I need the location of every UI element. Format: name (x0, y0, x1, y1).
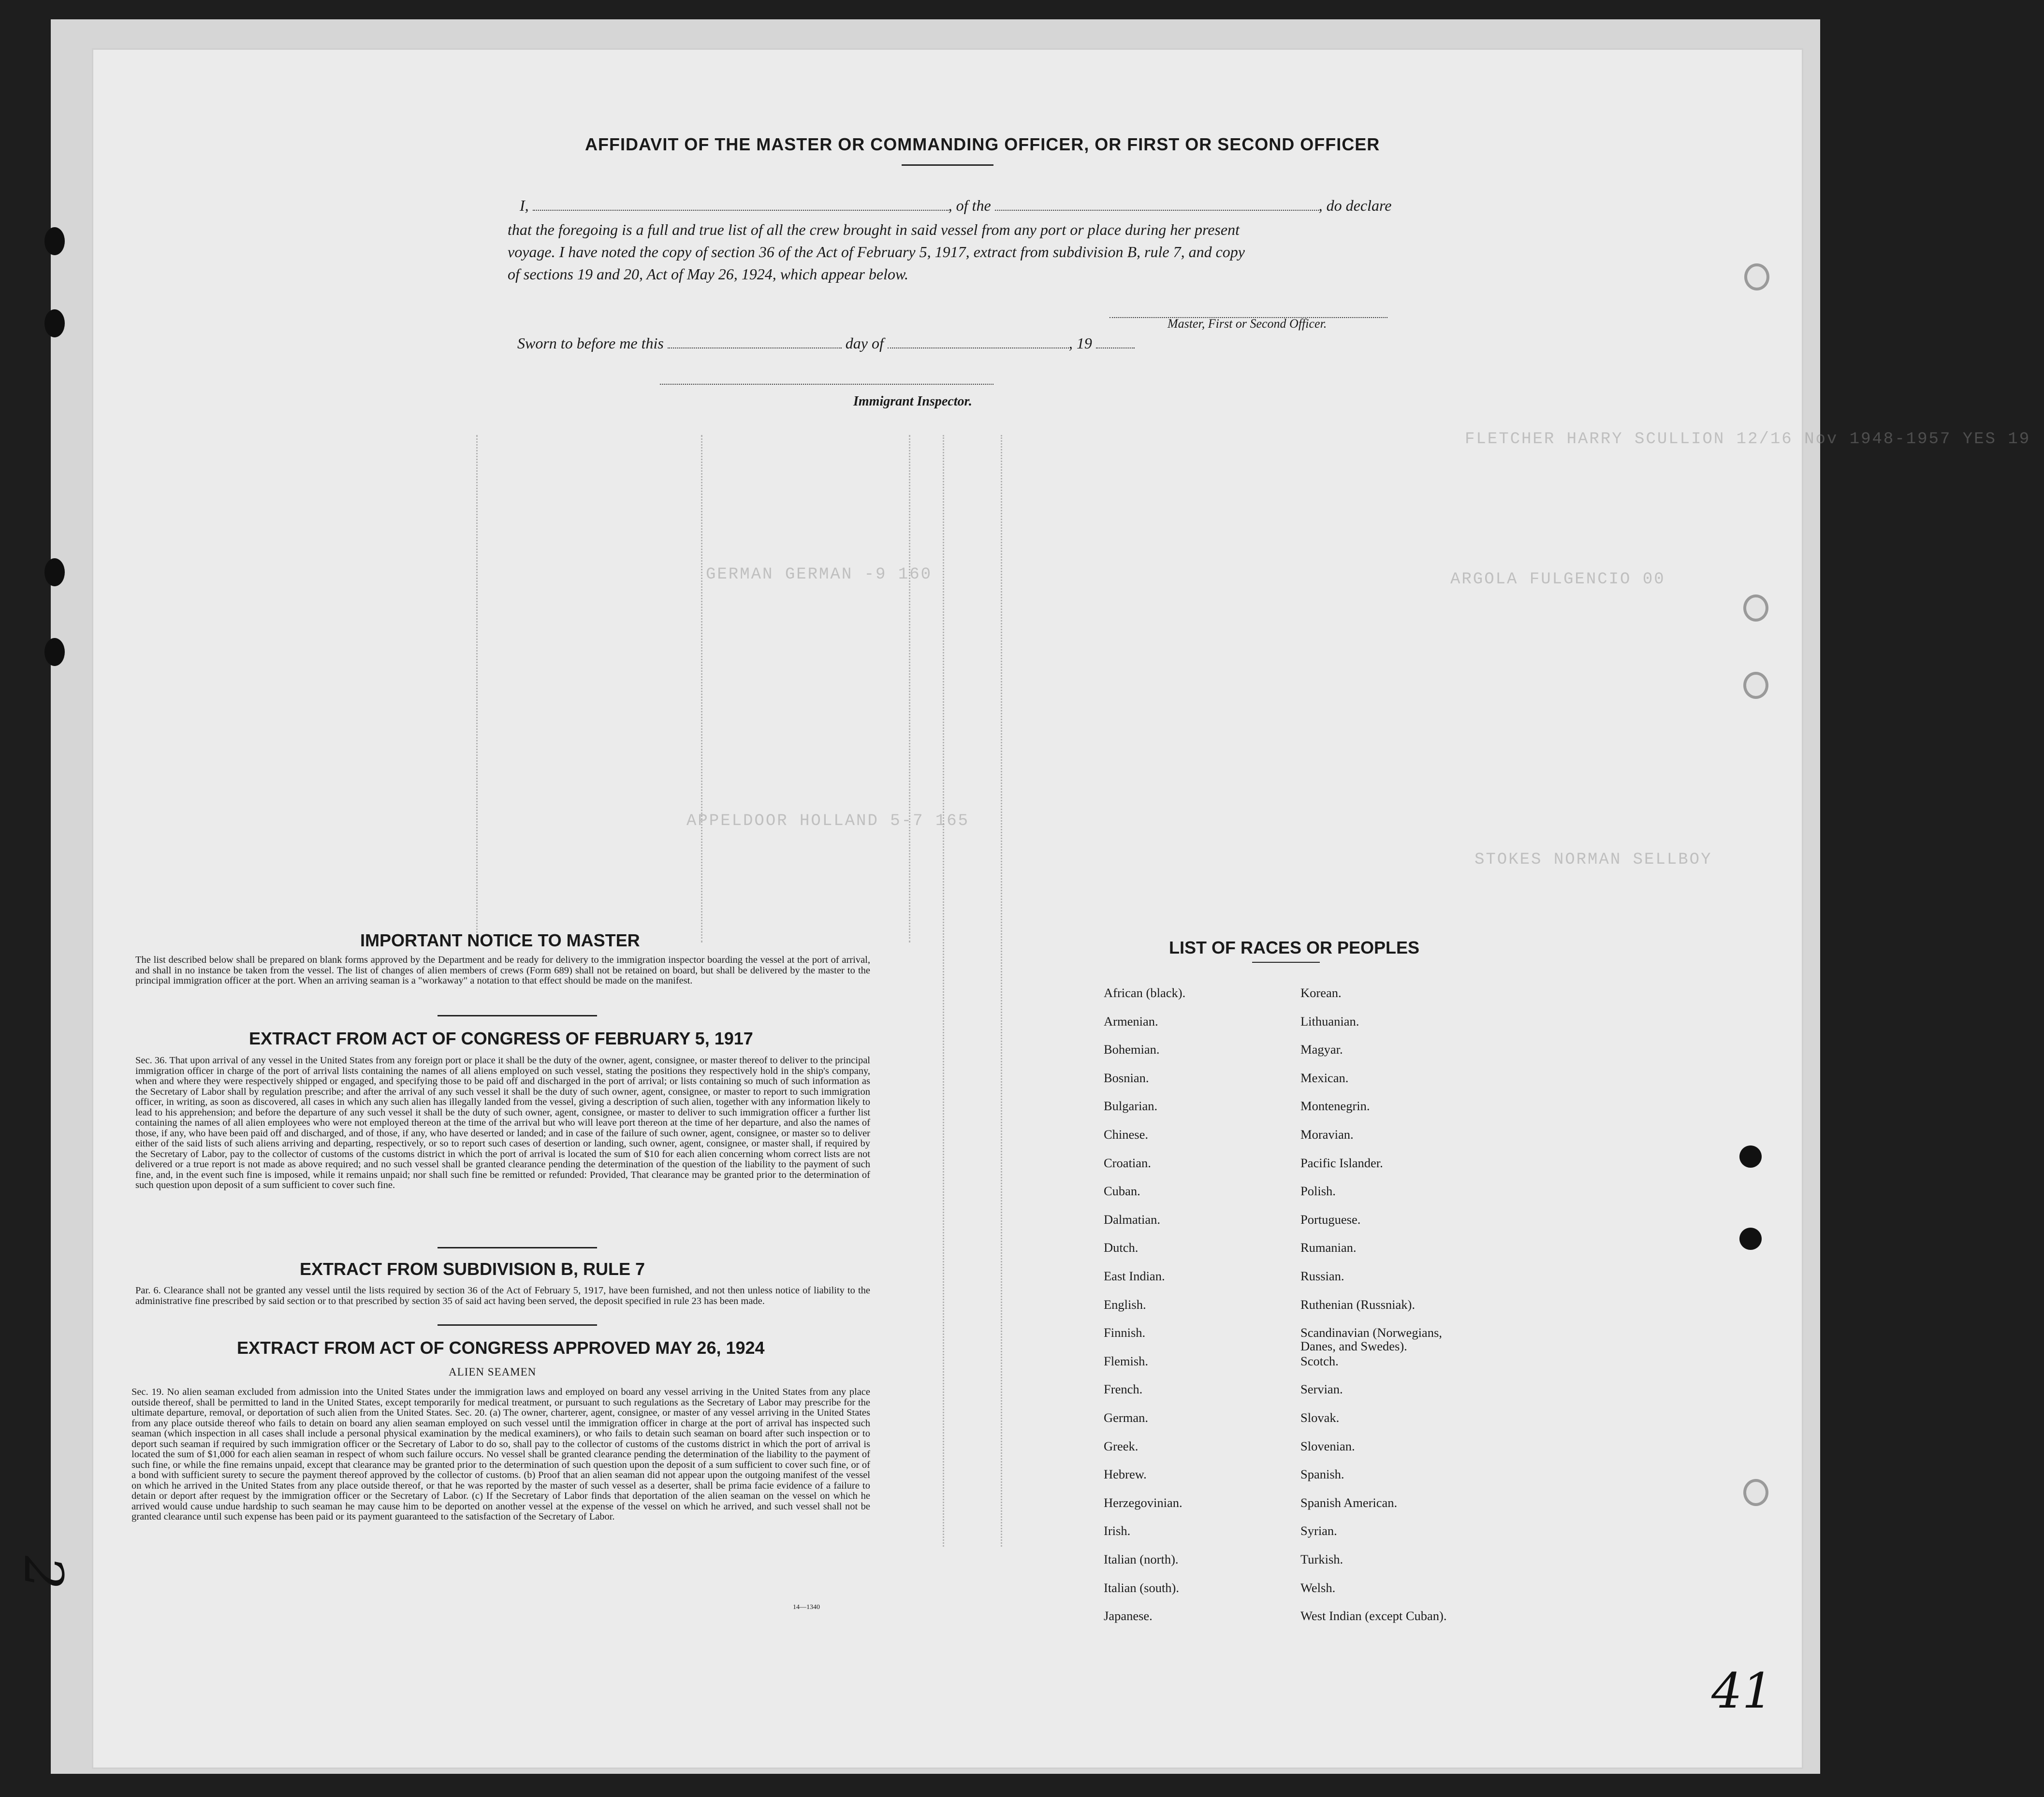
name-blank[interactable] (533, 198, 949, 211)
race-item: Italian (north). (1104, 1552, 1179, 1566)
binder-hole (44, 309, 65, 337)
bleed-through-rule (701, 435, 702, 942)
extract-1917-text: Sec. 36. That upon arrival of any vessel in the United States from any foreign port or place it shall be the duty of the owner, agent, consignee, or master thereof to deliver to the principal immigration officer in charge of the port of arrival lists containing the names of all aliens employed on such vessel, stating the positions they respectively hold in the ship's company, when and where they were respectively shipped or engaged, and specifying those to be paid off and discharged in the port of arrival; or lists containing so much of such information as the Secretary of Labor shall by regulation prescribe; and after the arrival of any such vessel it shall be the duty of such owner, agent, consignee, or master to report to such immigration officer, in writing, as soon as discovered, all cases in which any such alien has illegally landed from the vessel, giving a description of such alien, together with any information likely to lead to his apprehension; and before the departure of any such vessel it shall be the duty of such owner, agent, consignee, or master to deliver to such immigration officer a further list containing the names of all alien employees who were not employed thereon at the time of the arrival but who will leave port thereon at the time of her departure, and also the names of those, if any, who have been paid off and discharged, and of those, if any, who have deserted or landed; and in case of the failure of such owner, agent, consignee, or master so to deliver either of the said lists of such aliens arriving and departing, respectively, or so to report such cases of desertion or landing, such owner, agent, consignee, or master shall, if required by the Secretary of Labor, pay to the collector of customs of the customs district in which the port of arrival is located the sum of $10 for each alien concerning whom correct lists are not delivered or a true report is not made as above required; and no such vessel shall be granted clearance pending the determination of the question of the liability to the payment of such fine, and, in the event such fine is imposed, while it remains unpaid; nor shall such fine be remitted or refunded: Provided, That clearance may be granted prior to the determination of such question upon deposit of a sum sufficient to cover such fine. (135, 1055, 870, 1190)
section-rule (438, 1015, 597, 1016)
race-item: Flemish. (1104, 1353, 1149, 1368)
bleed-through-text: GERMAN GERMAN -9 160 (706, 565, 933, 584)
race-item: Italian (south). (1104, 1580, 1180, 1595)
race-item: Herzegovinian. (1104, 1495, 1183, 1510)
bleed-through-text: STOKES NORMAN SELLBOY (1475, 851, 1712, 869)
races-title: LIST OF RACES OR PEOPLES (1169, 938, 1420, 957)
margin-handwriting: 2 (13, 1556, 74, 1590)
race-item: Portuguese. (1300, 1212, 1361, 1227)
bleed-through-text: ARGOLA FULGENCIO 00 (1450, 570, 1665, 589)
of-the-label: , of the (948, 197, 991, 214)
race-item: Dutch. (1104, 1240, 1139, 1255)
bleed-through-rule (909, 435, 910, 942)
race-item: Chinese. (1104, 1127, 1148, 1142)
punch-hole (1743, 672, 1768, 699)
inspector-label: Immigrant Inspector. (853, 394, 972, 409)
inspector-signature-line[interactable] (660, 372, 993, 385)
race-item: Japanese. (1104, 1609, 1153, 1623)
extract-1924-title: EXTRACT FROM ACT OF CONGRESS APPROVED MAY 26, 1924 (237, 1338, 765, 1358)
extract-rule7-title: EXTRACT FROM SUBDIVISION B, RULE 7 (300, 1259, 645, 1279)
race-item: Magyar. (1300, 1042, 1343, 1057)
race-item: African (black). (1104, 985, 1186, 1000)
declaration-line-2: that the foregoing is a full and true list of all the crew brought in said vessel from any port or place during her present (508, 221, 1240, 238)
section-rule (438, 1247, 597, 1248)
race-item: Hebrew. (1104, 1467, 1147, 1482)
race-item: Scandinavian (Norwegians, Danes, and Swedes). (1300, 1325, 1442, 1354)
race-item: English. (1104, 1297, 1146, 1312)
race-item: Dalmatian. (1104, 1212, 1160, 1227)
race-item: Irish. (1104, 1523, 1131, 1538)
race-item: Servian. (1300, 1382, 1343, 1397)
race-item: Syrian. (1300, 1523, 1337, 1538)
races-title-rule (1252, 962, 1320, 963)
race-item: Armenian. (1104, 1014, 1158, 1029)
sworn-line (517, 331, 1135, 355)
race-item: Mexican. (1300, 1070, 1349, 1085)
year-blank[interactable] (1096, 336, 1135, 348)
race-item: Spanish. (1300, 1467, 1344, 1482)
race-item: Russian. (1300, 1269, 1344, 1283)
race-item: Welsh. (1300, 1580, 1336, 1595)
race-item: Bosnian. (1104, 1070, 1149, 1085)
race-item: East Indian. (1104, 1269, 1165, 1283)
title-rule (902, 164, 993, 166)
declaration-line-1 (520, 193, 1391, 217)
punch-hole (1739, 1228, 1762, 1250)
extract-1917-title: EXTRACT FROM ACT OF CONGRESS OF FEBRUARY 5, 1917 (249, 1029, 753, 1048)
race-item: West Indian (except Cuban). (1300, 1609, 1447, 1623)
vessel-blank[interactable] (995, 198, 1319, 211)
punch-hole (1739, 1145, 1762, 1168)
month-blank[interactable] (888, 336, 1069, 348)
extract-rule7-text: Par. 6. Clearance shall not be granted any vessel until the lists required by section 36 of the Act of February 5, 1917, have been furnished, and not then unless notice of liability to the administrative fine prescribed by said section or to that prescribed by section 35 of said act having been served, the deposit specified in rule 23 has been made. (135, 1285, 870, 1306)
race-item: Turkish. (1300, 1552, 1343, 1566)
punch-hole (1744, 263, 1769, 290)
punch-hole (1743, 594, 1768, 622)
race-item: Slovenian. (1300, 1438, 1355, 1453)
declaration-line-4: of sections 19 and 20, Act of May 26, 1924, which appear below. (508, 265, 908, 283)
binder-hole (44, 638, 65, 666)
race-item: Montenegrin. (1300, 1099, 1370, 1114)
race-item: Greek. (1104, 1438, 1139, 1453)
race-item: Bohemian. (1104, 1042, 1160, 1057)
binder-hole (44, 227, 65, 255)
i-label: I, (520, 197, 529, 214)
bleed-through-rule (1001, 435, 1002, 1547)
day-blank[interactable] (668, 336, 842, 348)
declaration-line-3: voyage. I have noted the copy of section 36 of the Act of February 5, 1917, extract from subdivision B, rule 7, and copy (508, 243, 1245, 261)
master-signature-label: Master, First or Second Officer. (1168, 317, 1327, 331)
bleed-through-rule (943, 435, 944, 1547)
bleed-through-text: FLETCHER HARRY SCULLION 12/16 Nov 1948-1957 YES 19 (1465, 430, 2031, 449)
binder-hole (44, 558, 65, 586)
race-item: Slovak. (1300, 1410, 1340, 1425)
corner-handwriting: 41 (1711, 1663, 1773, 1719)
sworn-label: Sworn to before me this (517, 334, 664, 352)
do-declare-label: , do declare (1318, 197, 1392, 214)
race-item: Pacific Islander. (1300, 1155, 1383, 1170)
race-item: Ruthenian (Russniak). (1300, 1297, 1415, 1312)
race-item: Croatian. (1104, 1155, 1151, 1170)
year-label: , 19 (1068, 334, 1092, 352)
extract-1924-text: Sec. 19. No alien seaman excluded from admission into the United States under the immigration laws and employed on board any vessel arriving in the United States from any place outside thereof, shall be permitted to land in the United States, except temporarily for medical treatment, or pursuant to such regulations as the Secretary of Labor may prescribe for the ultimate departure, removal, or deportation of such alien from the United States. Sec. 20. (a) The owner, charterer, agent, consignee, or master of any vessel arriving in the United States from any place outside thereof who fails to detain on board any alien seaman employed on such vessel until the immigration officer in charge at the port of arrival has inspected such seaman (which inspection in all cases shall include a personal physical examination by the medical examiners), or who fails to detain such seaman on board after such inspection or to deport such seaman if required by such immigration officer or the Secretary of Labor to do so, shall pay to the collector of customs of the customs district in which the port of arrival is located the sum of $1,000 for each alien seaman in respect of whom such failure occurs. No vessel shall be granted clearance pending the determination of the liability to the payment of such fine, or while the fine remains unpaid, except that clearance may be granted prior to the determination of such question upon the deposit of a sum sufficient to cover such fine, or of a bond with sufficient surety to secure the payment thereof approved by the collector of customs. (b) Proof that an alien seaman did not appear upon the outgoing manifest of the vessel on which he arrived in the United States from any place outside thereof, or that he was reported by the master of such vessel as a deserter, shall be prima facie evidence of a failure to detain or deport after request by the immigration officer or the Secretary of Labor. (c) If the Secretary of Labor finds that deportation of the alien seaman on the vessel on which he arrived would cause undue hardship to such seaman he may cause him to be deported on another vessel at the expense of the vessel on which he arrived, and such vessel shall not be granted clearance until such expense has been paid or its payment guaranteed to the satisfaction of the Secretary of Labor. (131, 1387, 870, 1522)
race-item: German. (1104, 1410, 1148, 1425)
extract-1924-subtitle: ALIEN SEAMEN (449, 1366, 537, 1378)
bleed-through-text: APPELDOOR HOLLAND 5-7 165 (686, 812, 970, 830)
race-item: Bulgarian. (1104, 1099, 1158, 1114)
notice-title: IMPORTANT NOTICE TO MASTER (360, 930, 640, 950)
bleed-through-rule (476, 435, 478, 942)
affidavit-title: AFFIDAVIT OF THE MASTER OR COMMANDING OFFICER, OR FIRST OR SECOND OFFICER (585, 134, 1380, 154)
race-item: Spanish American. (1300, 1495, 1398, 1510)
race-item: Scotch. (1300, 1353, 1339, 1368)
race-item: French. (1104, 1382, 1143, 1397)
race-item: Finnish. (1104, 1325, 1146, 1340)
race-item: Rumanian. (1300, 1240, 1357, 1255)
race-item: Moravian. (1300, 1127, 1354, 1142)
race-item: Cuban. (1104, 1184, 1140, 1199)
race-item: Lithuanian. (1300, 1014, 1359, 1029)
day-of-label: day of (845, 334, 884, 352)
punch-hole (1743, 1479, 1768, 1506)
section-rule (438, 1324, 597, 1326)
race-item: Korean. (1300, 985, 1342, 1000)
notice-text: The list described below shall be prepared on blank forms approved by the Department and be ready for delivery to the immigration inspector boarding the vessel at the port of arrival, and shall in no instance be taken from the vessel. The list of changes of alien members of crews (Form 689) shall not be retained on board, but shall be delivered by the master to the principal immigration officer at the port. When an arriving seaman is a "workaway" a notation to that effect should be made on the manifest. (135, 955, 870, 986)
form-number: 14—1340 (793, 1604, 820, 1611)
race-item: Polish. (1300, 1184, 1336, 1199)
